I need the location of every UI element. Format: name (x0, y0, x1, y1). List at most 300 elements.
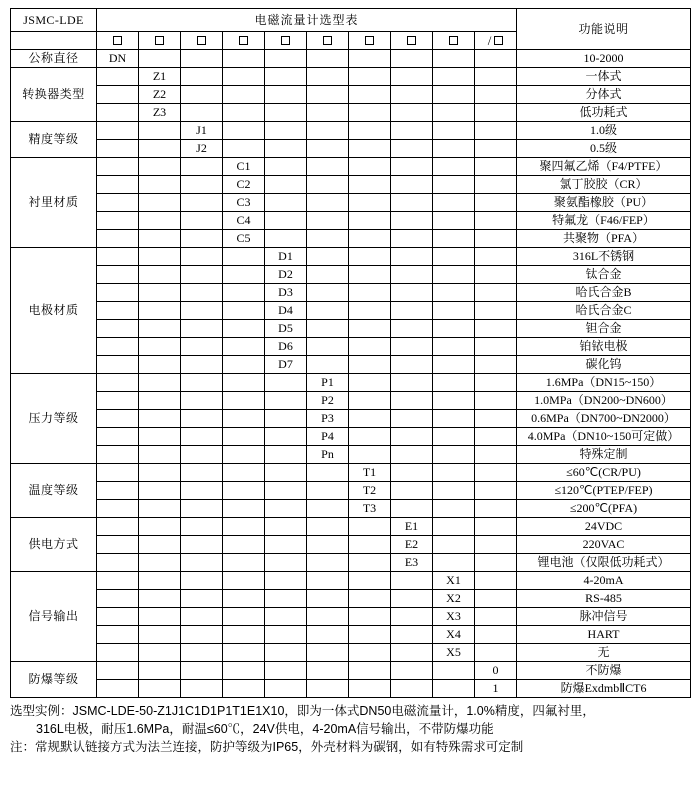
option-code-cell[interactable]: C5 (223, 230, 265, 248)
empty-cell (391, 374, 433, 392)
empty-cell (433, 464, 475, 482)
empty-cell (265, 176, 307, 194)
empty-cell (181, 284, 223, 302)
empty-cell (223, 68, 265, 86)
empty-cell (391, 446, 433, 464)
empty-cell (475, 518, 517, 536)
empty-cell (223, 302, 265, 320)
empty-cell (349, 680, 391, 698)
empty-cell (391, 464, 433, 482)
model-prefix-cell: JSMC-LDE (11, 9, 97, 32)
row-label-0: 公称直径 (11, 50, 97, 68)
empty-cell (139, 140, 181, 158)
empty-cell (97, 590, 139, 608)
table-row (11, 554, 691, 572)
option-code-cell[interactable]: E1 (391, 518, 433, 536)
empty-cell (475, 212, 517, 230)
empty-cell (433, 536, 475, 554)
empty-cell (391, 410, 433, 428)
empty-cell (307, 122, 349, 140)
empty-cell (433, 50, 475, 68)
empty-cell (223, 104, 265, 122)
empty-cell (391, 356, 433, 374)
empty-cell (475, 464, 517, 482)
empty-cell (223, 338, 265, 356)
empty-cell (265, 482, 307, 500)
table-row (11, 428, 691, 446)
checkbox-cell-7[interactable] (349, 32, 391, 50)
row-label-7: 供电方式 (11, 518, 97, 572)
checkbox-cell-6[interactable] (307, 32, 349, 50)
empty-cell (349, 158, 391, 176)
table-row (11, 518, 691, 536)
empty-cell (181, 338, 223, 356)
empty-cell (433, 338, 475, 356)
empty-cell (223, 590, 265, 608)
option-description-cell: 钛合金 (517, 266, 691, 284)
empty-cell (349, 428, 391, 446)
empty-cell (349, 644, 391, 662)
empty-cell (97, 374, 139, 392)
option-description-cell: 锂电池（仅限低功耗式） (517, 554, 691, 572)
option-code-cell[interactable]: P1 (307, 374, 349, 392)
table-row (11, 104, 691, 122)
checkbox-square[interactable] (365, 36, 374, 45)
empty-cell (475, 392, 517, 410)
option-description-cell: 哈氏合金B (517, 284, 691, 302)
empty-cell (475, 554, 517, 572)
option-code-cell[interactable]: D7 (265, 356, 307, 374)
empty-cell (307, 338, 349, 356)
empty-cell (475, 356, 517, 374)
empty-cell (391, 590, 433, 608)
function-description-header: 功能说明 (517, 9, 691, 50)
empty-cell (349, 248, 391, 266)
checkbox-cell-10[interactable] (475, 32, 517, 50)
empty-cell (475, 302, 517, 320)
row-label-9: 防爆等级 (11, 662, 97, 698)
empty-cell (181, 590, 223, 608)
empty-cell (433, 104, 475, 122)
table-row (11, 176, 691, 194)
empty-cell (181, 644, 223, 662)
empty-cell (181, 176, 223, 194)
option-code-cell[interactable]: C2 (223, 176, 265, 194)
empty-cell (265, 86, 307, 104)
table-row (11, 662, 691, 680)
option-code-cell[interactable]: D1 (265, 248, 307, 266)
empty-cell (181, 194, 223, 212)
empty-cell (433, 428, 475, 446)
empty-cell (475, 86, 517, 104)
empty-cell (265, 518, 307, 536)
empty-cell (391, 320, 433, 338)
empty-cell (433, 230, 475, 248)
empty-cell (307, 500, 349, 518)
option-description-cell: 4-20mA (517, 572, 691, 590)
empty-cell (349, 608, 391, 626)
table-row (11, 140, 691, 158)
empty-cell (181, 626, 223, 644)
checkbox-square[interactable] (113, 36, 122, 45)
empty-cell (223, 122, 265, 140)
checkbox-cell-3[interactable] (181, 32, 223, 50)
option-code-cell[interactable]: T1 (349, 464, 391, 482)
empty-cell (349, 176, 391, 194)
empty-cell (349, 68, 391, 86)
empty-cell (433, 482, 475, 500)
empty-cell (181, 212, 223, 230)
empty-cell (265, 122, 307, 140)
option-code-cell[interactable]: P2 (307, 392, 349, 410)
empty-cell (97, 230, 139, 248)
table-row (11, 122, 691, 140)
option-description-cell: 无 (517, 644, 691, 662)
empty-cell (475, 536, 517, 554)
empty-cell (265, 680, 307, 698)
option-code-cell[interactable]: 0 (475, 662, 517, 680)
empty-cell (433, 266, 475, 284)
empty-cell (97, 482, 139, 500)
option-code-cell[interactable]: Pn (307, 446, 349, 464)
empty-cell (139, 392, 181, 410)
row-label-5: 压力等级 (11, 374, 97, 464)
option-code-cell[interactable]: Z2 (139, 86, 181, 104)
checkbox-square[interactable] (239, 36, 248, 45)
option-code-cell[interactable]: J1 (181, 122, 223, 140)
checkbox-cell-1[interactable] (97, 32, 139, 50)
empty-cell (475, 428, 517, 446)
empty-cell (475, 482, 517, 500)
option-description-cell: 0.5级 (517, 140, 691, 158)
empty-cell (307, 590, 349, 608)
empty-cell (307, 284, 349, 302)
empty-cell (139, 626, 181, 644)
option-description-cell: 1.0级 (517, 122, 691, 140)
table-row (11, 194, 691, 212)
empty-cell (265, 662, 307, 680)
option-description-cell: 不防爆 (517, 662, 691, 680)
checkbox-square[interactable] (407, 36, 416, 45)
empty-cell (181, 266, 223, 284)
empty-cell (349, 518, 391, 536)
empty-cell (223, 374, 265, 392)
option-code-cell[interactable]: C1 (223, 158, 265, 176)
option-code-cell[interactable]: J2 (181, 140, 223, 158)
checkbox-row-spacer (11, 32, 97, 50)
row-label-8: 信号输出 (11, 572, 97, 662)
empty-cell (307, 518, 349, 536)
empty-cell (475, 500, 517, 518)
empty-cell (475, 140, 517, 158)
option-description-cell: HART (517, 626, 691, 644)
option-code-cell[interactable]: D5 (265, 320, 307, 338)
empty-cell (265, 554, 307, 572)
empty-cell (265, 230, 307, 248)
empty-cell (475, 194, 517, 212)
checkbox-square[interactable] (197, 36, 206, 45)
empty-cell (97, 176, 139, 194)
empty-cell (139, 266, 181, 284)
empty-cell (307, 302, 349, 320)
empty-cell (139, 644, 181, 662)
empty-cell (433, 446, 475, 464)
empty-cell (307, 104, 349, 122)
empty-cell (181, 500, 223, 518)
empty-cell (97, 86, 139, 104)
option-code-cell[interactable]: P3 (307, 410, 349, 428)
empty-cell (433, 176, 475, 194)
option-description-cell: 10-2000 (517, 50, 691, 68)
empty-cell (433, 158, 475, 176)
table-row (11, 248, 691, 266)
empty-cell (265, 140, 307, 158)
empty-cell (139, 212, 181, 230)
option-description-cell: 316L不锈钢 (517, 248, 691, 266)
empty-cell (307, 554, 349, 572)
empty-cell (391, 158, 433, 176)
checkbox-square[interactable] (155, 36, 164, 45)
empty-cell (475, 248, 517, 266)
option-code-cell[interactable]: X2 (433, 590, 475, 608)
option-code-cell[interactable]: D3 (265, 284, 307, 302)
empty-cell (307, 86, 349, 104)
empty-cell (433, 374, 475, 392)
empty-cell (181, 518, 223, 536)
empty-cell (307, 680, 349, 698)
empty-cell (349, 392, 391, 410)
empty-cell (391, 248, 433, 266)
notes-block (10, 702, 690, 756)
checkbox-cell-5[interactable] (265, 32, 307, 50)
table-row (11, 644, 691, 662)
option-code-cell[interactable]: X4 (433, 626, 475, 644)
empty-cell (265, 590, 307, 608)
empty-cell (97, 464, 139, 482)
empty-cell (475, 50, 517, 68)
empty-cell (139, 122, 181, 140)
empty-cell (181, 464, 223, 482)
empty-cell (97, 446, 139, 464)
option-code-cell[interactable]: 1 (475, 680, 517, 698)
empty-cell (139, 590, 181, 608)
empty-cell (139, 482, 181, 500)
table-header-row (11, 9, 691, 32)
empty-cell (433, 302, 475, 320)
table-row (11, 392, 691, 410)
example-line-1: 选型实例：JSMC-LDE-50-Z1J1C1D1P1T1E1X10，即为一体式DN50电磁流量计，1.0%精度，四氟衬里， (10, 704, 595, 718)
option-code-cell[interactable]: D6 (265, 338, 307, 356)
table-row (11, 608, 691, 626)
empty-cell (475, 572, 517, 590)
empty-cell (97, 140, 139, 158)
empty-cell (349, 212, 391, 230)
empty-cell (139, 320, 181, 338)
empty-cell (475, 410, 517, 428)
empty-cell (97, 572, 139, 590)
checkbox-cell-8[interactable] (391, 32, 433, 50)
empty-cell (349, 446, 391, 464)
empty-cell (307, 608, 349, 626)
option-code-cell[interactable]: Z3 (139, 104, 181, 122)
empty-cell (307, 644, 349, 662)
empty-cell (433, 392, 475, 410)
empty-cell (97, 410, 139, 428)
option-code-cell[interactable]: X5 (433, 644, 475, 662)
empty-cell (475, 122, 517, 140)
empty-cell (433, 500, 475, 518)
empty-cell (475, 68, 517, 86)
empty-cell (349, 86, 391, 104)
empty-cell (433, 194, 475, 212)
checkbox-cell-2[interactable] (139, 32, 181, 50)
empty-cell (349, 662, 391, 680)
empty-cell (349, 284, 391, 302)
empty-cell (181, 374, 223, 392)
empty-cell (475, 104, 517, 122)
empty-cell (265, 158, 307, 176)
empty-cell (475, 320, 517, 338)
option-code-cell[interactable]: T2 (349, 482, 391, 500)
selection-table (10, 8, 691, 698)
empty-cell (97, 608, 139, 626)
empty-cell (433, 662, 475, 680)
checkbox-square[interactable] (494, 36, 503, 45)
empty-cell (265, 392, 307, 410)
empty-cell (181, 608, 223, 626)
option-description-cell: 防爆ExdmbⅡCT6 (517, 680, 691, 698)
option-code-cell[interactable]: X1 (433, 572, 475, 590)
option-code-cell[interactable]: T3 (349, 500, 391, 518)
empty-cell (181, 662, 223, 680)
empty-cell (97, 158, 139, 176)
option-code-cell[interactable]: C4 (223, 212, 265, 230)
checkbox-square[interactable] (281, 36, 290, 45)
empty-cell (223, 482, 265, 500)
option-description-cell: 低功耗式 (517, 104, 691, 122)
empty-cell (433, 140, 475, 158)
empty-cell (97, 644, 139, 662)
empty-cell (181, 104, 223, 122)
table-row (11, 284, 691, 302)
empty-cell (139, 374, 181, 392)
option-code-cell[interactable]: P4 (307, 428, 349, 446)
empty-cell (475, 284, 517, 302)
empty-cell (181, 230, 223, 248)
empty-cell (139, 194, 181, 212)
empty-cell (475, 608, 517, 626)
table-row (11, 500, 691, 518)
option-code-cell[interactable]: D2 (265, 266, 307, 284)
empty-cell (307, 176, 349, 194)
empty-cell (433, 212, 475, 230)
option-description-cell: ≤60℃(CR/PU) (517, 464, 691, 482)
empty-cell (349, 572, 391, 590)
table-row (11, 572, 691, 590)
empty-cell (223, 428, 265, 446)
empty-cell (97, 356, 139, 374)
empty-cell (223, 608, 265, 626)
empty-cell (181, 158, 223, 176)
empty-cell (433, 410, 475, 428)
empty-cell (265, 572, 307, 590)
empty-cell (139, 176, 181, 194)
table-row (11, 50, 691, 68)
empty-cell (391, 392, 433, 410)
empty-cell (307, 536, 349, 554)
empty-cell (139, 302, 181, 320)
option-code-cell[interactable]: D4 (265, 302, 307, 320)
option-description-cell: 24VDC (517, 518, 691, 536)
empty-cell (307, 194, 349, 212)
option-description-cell: 特氟龙（F46/FEP） (517, 212, 691, 230)
option-description-cell: 铂铱电极 (517, 338, 691, 356)
empty-cell (139, 662, 181, 680)
checkbox-cell-9[interactable] (433, 32, 475, 50)
empty-cell (433, 320, 475, 338)
empty-cell (391, 86, 433, 104)
empty-cell (265, 446, 307, 464)
empty-cell (181, 320, 223, 338)
empty-cell (223, 518, 265, 536)
empty-cell (307, 248, 349, 266)
checkbox-cell-4[interactable] (223, 32, 265, 50)
empty-cell (181, 248, 223, 266)
checkbox-square[interactable] (449, 36, 458, 45)
empty-cell (265, 500, 307, 518)
option-description-cell: 分体式 (517, 86, 691, 104)
empty-cell (391, 608, 433, 626)
option-description-cell: 钽合金 (517, 320, 691, 338)
empty-cell (475, 230, 517, 248)
empty-cell (181, 536, 223, 554)
empty-cell (139, 284, 181, 302)
empty-cell (97, 518, 139, 536)
option-code-cell[interactable]: Z1 (139, 68, 181, 86)
option-code-cell[interactable]: E3 (391, 554, 433, 572)
option-code-cell[interactable]: X3 (433, 608, 475, 626)
page-title: 电磁流量计选型表 (97, 9, 517, 32)
empty-cell (223, 644, 265, 662)
empty-cell (307, 266, 349, 284)
table-row (11, 536, 691, 554)
empty-cell (97, 500, 139, 518)
empty-cell (475, 446, 517, 464)
checkbox-square[interactable] (323, 36, 332, 45)
row-label-1: 转换器类型 (11, 68, 97, 122)
empty-cell (349, 50, 391, 68)
empty-cell (475, 158, 517, 176)
slash-separator: / (487, 33, 492, 48)
empty-cell (265, 50, 307, 68)
option-code-cell[interactable]: C3 (223, 194, 265, 212)
empty-cell (97, 626, 139, 644)
option-code-cell[interactable]: E2 (391, 536, 433, 554)
empty-cell (391, 266, 433, 284)
option-description-cell: 0.6MPa（DN700~DN2000） (517, 410, 691, 428)
empty-cell (433, 518, 475, 536)
empty-cell (139, 464, 181, 482)
empty-cell (181, 86, 223, 104)
option-code-cell[interactable]: DN (97, 50, 139, 68)
empty-cell (349, 320, 391, 338)
empty-cell (307, 572, 349, 590)
table-row (11, 230, 691, 248)
empty-cell (475, 266, 517, 284)
empty-cell (97, 194, 139, 212)
empty-cell (391, 626, 433, 644)
empty-cell (265, 104, 307, 122)
